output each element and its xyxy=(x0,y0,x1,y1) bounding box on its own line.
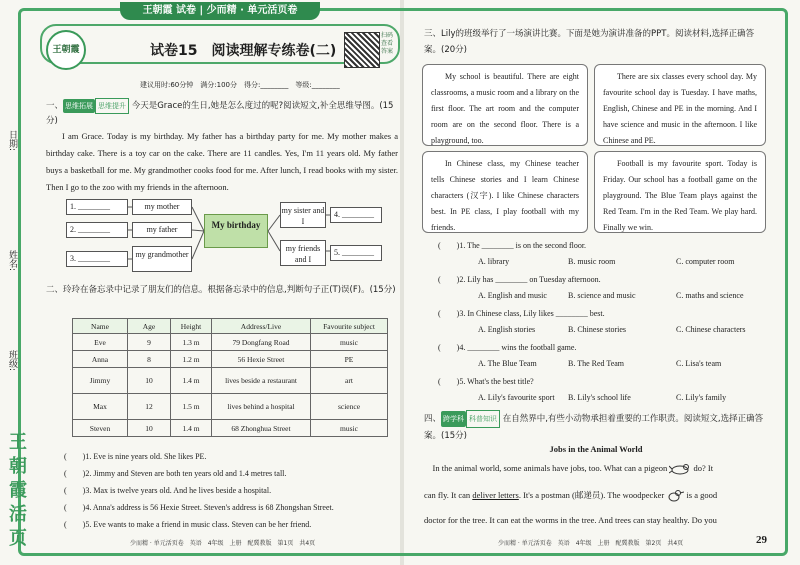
table-row xyxy=(73,394,388,420)
table-cell: Steven xyxy=(73,420,128,437)
table-cell: music xyxy=(311,420,388,437)
ppt-slide-3: In Chinese class, my Chinese teacher tells Chinese stories and I learn Chinese characters (汉字). I like Chinese characters best. In PE class, I play football with my friends. xyxy=(422,151,588,233)
footer-right: 少而精 · 单元活页卷 英语 4年级 上册 配冀教版 第2页 共4页 xyxy=(498,540,684,547)
mc-option[interactable]: C. computer room xyxy=(676,257,735,266)
mindmap-node-sister: my sister and I xyxy=(280,202,326,228)
mindmap-center: My birthday xyxy=(204,214,268,248)
table-header: Name xyxy=(73,319,128,334)
mc-option[interactable]: A. Lily's favourite sport xyxy=(478,393,555,402)
mc-option[interactable]: B. Lily's school life xyxy=(568,393,631,402)
table-cell: Max xyxy=(73,394,128,420)
table-cell: 1.5 m xyxy=(171,394,212,420)
passage-line-1: In the animal world, some animals have jobs, too. What can a pigeon do? It xyxy=(424,460,768,477)
series-banner: 王朝霞 试卷 | 少而精 · 单元活页卷 xyxy=(120,2,320,20)
tf-question-4[interactable]: ( )4. Anna's address is 56 Hexie Street. Steven's address is 68 Zhongshan Street. xyxy=(64,503,334,512)
mc-question-4[interactable]: ( )4. ________ wins the football game. xyxy=(438,343,577,352)
table-cell: art xyxy=(311,368,388,394)
table-row xyxy=(73,334,388,351)
mindmap-blank-5[interactable]: 5. ________ xyxy=(330,245,382,261)
mindmap-node-friends: my friends and I xyxy=(280,240,326,266)
woodpecker-icon xyxy=(666,489,684,503)
tf-question-1[interactable]: ( )1. Eve is nine years old. She likes PE. xyxy=(64,452,207,461)
table-cell: 1.4 m xyxy=(171,420,212,437)
section2-heading: 二、玲玲在备忘录中记录了朋友们的信息。根据备忘录中的信息,判断句子正(T)误(F)。(15分) xyxy=(46,285,396,295)
mc-option[interactable]: B. science and music xyxy=(568,291,636,300)
table-cell: 9 xyxy=(128,334,171,351)
section1-heading: 一、 思维拓展 思维提升 今天是Grace的生日,她是怎么度过的呢?阅读短文,补全思维导图。(15分) xyxy=(46,98,398,128)
brand-vertical: 王朝霞活页 xyxy=(9,432,27,548)
mc-option[interactable]: A. English and music xyxy=(478,291,547,300)
section1-passage: I am Grace. Today is my birthday. My father has a birthday party for me. My mother makes a birthday cake. There is a toy car on the cake. There are 11 candles. Yes, I'm 11 years old. My father buys a basketball for me. My grandmother cooks food for me. After lunch, I read books with my sister. Then I go to the zoo with my friends in the afternoon. xyxy=(46,131,398,192)
table-cell: 68 Zhonghua Street xyxy=(212,420,311,437)
table-header-row xyxy=(73,319,388,334)
table-cell: 8 xyxy=(128,351,171,368)
table-row xyxy=(73,351,388,368)
tag-science: 科普知识 xyxy=(466,410,500,428)
table-cell: science xyxy=(311,394,388,420)
brand-logo: 王朝霞 xyxy=(46,30,86,70)
mc-option[interactable]: A. English stories xyxy=(478,325,536,334)
mc-question-3[interactable]: ( )3. In Chinese class, Lily likes ________ best. xyxy=(438,309,605,318)
table-cell: Eve xyxy=(73,334,128,351)
table-cell: Jimmy xyxy=(73,368,128,394)
table-header: Favourite subject xyxy=(311,319,388,334)
mc-question-1[interactable]: ( )1. The ________ is on the second floor. xyxy=(438,241,587,250)
mc-option[interactable]: A. library xyxy=(478,257,510,266)
table-cell: PE xyxy=(311,351,388,368)
ppt-slide-4: Football is my favourite sport. Today is Friday. Our school has a football game on the playground. The Blue Team plays against the Red Team. I'm in the Red Team. We play hard. Finally we win. xyxy=(594,151,766,233)
table-cell: Anna xyxy=(73,351,128,368)
passage-line-2: can fly. It can deliver letters. It's a postman (邮递员). The woodpecker is a good xyxy=(424,487,768,504)
mindmap-blank-4[interactable]: 4. ________ xyxy=(330,207,382,223)
mindmap-node-father: my father xyxy=(132,222,192,238)
qr-code-icon[interactable] xyxy=(344,32,380,68)
mc-option[interactable]: B. The Red Team xyxy=(568,359,625,368)
tag-improve: 思维提升 xyxy=(95,98,129,114)
tag-cross-subject: 跨学科 xyxy=(441,411,466,427)
mc-option[interactable]: A. The Blue Team xyxy=(478,359,537,368)
tag-thinking: 思维拓展 xyxy=(63,99,95,113)
page-number: 29 xyxy=(756,534,767,546)
section3-heading: 三、Lily的班级举行了一场演讲比赛。下面是她为演讲准备的PPT。阅读材料,选择正确答案。(20分) xyxy=(424,29,755,55)
section2-instruction: 玲玲在备忘录中记录了朋友们的信息。根据备忘录中的信息,判断句子正(T)误(F)。(15分) xyxy=(63,285,396,295)
table-cell: 12 xyxy=(128,394,171,420)
exam-meta: 建议用时:60分钟 满分:100分 得分:________ 等级:________ xyxy=(140,81,340,89)
table-cell: 10 xyxy=(128,420,171,437)
table-cell: 1.2 m xyxy=(171,351,212,368)
table-row xyxy=(73,368,388,394)
section1-instruction: 今天是Grace的生日,她是怎么度过的呢?阅读短文,补全思维导图。(15分) xyxy=(46,101,394,126)
mindmap-blank-2[interactable]: 2. ________ xyxy=(66,222,128,238)
footer-left: 少而精 · 单元活页卷 英语 4年级 上册 配冀教版 第1页 共4页 xyxy=(130,540,316,547)
underlined-phrase: deliver letters xyxy=(472,490,519,500)
mindmap-node-grandmother: my grandmother xyxy=(132,246,192,272)
section4-instruction: 在自然界中,有些小动物承担着重要的工作职责。阅读短文,选择正确答案。(15分) xyxy=(424,414,764,441)
table-cell: music xyxy=(311,334,388,351)
mindmap-blank-1[interactable]: 1. ________ xyxy=(66,199,128,215)
mindmap-blank-3[interactable]: 3. ________ xyxy=(66,251,128,267)
mc-question-5[interactable]: ( )5. What's the best title? xyxy=(438,377,534,386)
table-row xyxy=(73,420,388,437)
table-cell: 1.3 m xyxy=(171,334,212,351)
passage-title: Jobs in the Animal World xyxy=(549,444,643,454)
table-header: Height xyxy=(171,319,212,334)
qr-note: 扫码查看答案 xyxy=(381,32,394,55)
mc-question-2[interactable]: ( )2. Lily has ________ on Tuesday afternoon. xyxy=(438,275,601,284)
mindmap-node-mother: my mother xyxy=(132,199,192,215)
section3-instruction: Lily的班级举行了一场演讲比赛。下面是她为演讲准备的PPT。阅读材料,选择正确答案。(20分) xyxy=(424,29,755,55)
mc-option[interactable]: B. Chinese stories xyxy=(568,325,626,334)
memo-table xyxy=(72,318,388,437)
mc-option[interactable]: C. Chinese characters xyxy=(676,325,746,334)
ppt-slide-2: There are six classes every school day. My favourite school day is Tuesday. I have maths, English, Chinese and PE in the morning. And I have science and music in the afternoon. I like Chinese and PE. xyxy=(594,64,766,146)
tf-question-2[interactable]: ( )2. Jimmy and Steven are both ten years old and 1.4 metres tall. xyxy=(64,469,287,478)
tf-question-5[interactable]: ( )5. Eve wants to make a friend in music class. Steven can be her friend. xyxy=(64,520,312,529)
mc-option[interactable]: C. Lily's family xyxy=(676,393,727,402)
mc-option[interactable]: C. Lisa's team xyxy=(676,359,722,368)
ppt-slide-1: My school is beautiful. There are eight classrooms, a music room and a library on the first floor. The art room and the computer room are on the second floor. There is a playground, too. xyxy=(422,64,588,146)
table-cell: 1.4 m xyxy=(171,368,212,394)
mc-option[interactable]: C. maths and science xyxy=(676,291,744,300)
pigeon-icon xyxy=(669,463,691,475)
tf-question-3[interactable]: ( )3. Max is twelve years old. And he lives beside a hospital. xyxy=(64,486,272,495)
table-cell: lives behind a hospital xyxy=(212,394,311,420)
side-label-date: 日期: xyxy=(7,130,17,152)
table-cell: 10 xyxy=(128,368,171,394)
table-header: Address/Live xyxy=(212,319,311,334)
table-cell: 56 Hexie Street xyxy=(212,351,311,368)
side-label-name: 姓名: xyxy=(7,250,17,272)
side-label-class: 班级: xyxy=(7,350,17,372)
mc-option[interactable]: B. music room xyxy=(568,257,616,266)
passage-line-3: doctor for the tree. It can eat the worms in the tree. And trees can stay healthy. Do you xyxy=(424,515,717,525)
table-cell: 79 Dongfang Road xyxy=(212,334,311,351)
table-cell: lives beside a restaurant xyxy=(212,368,311,394)
section4-heading: 四、 跨学科 科普知识 在自然界中,有些小动物承担着重要的工作职责。阅读短文,选择正确答案。(15分) xyxy=(424,410,768,444)
page-title: 试卷15 阅读理解专练卷(二) xyxy=(150,43,337,59)
table-header: Age xyxy=(128,319,171,334)
